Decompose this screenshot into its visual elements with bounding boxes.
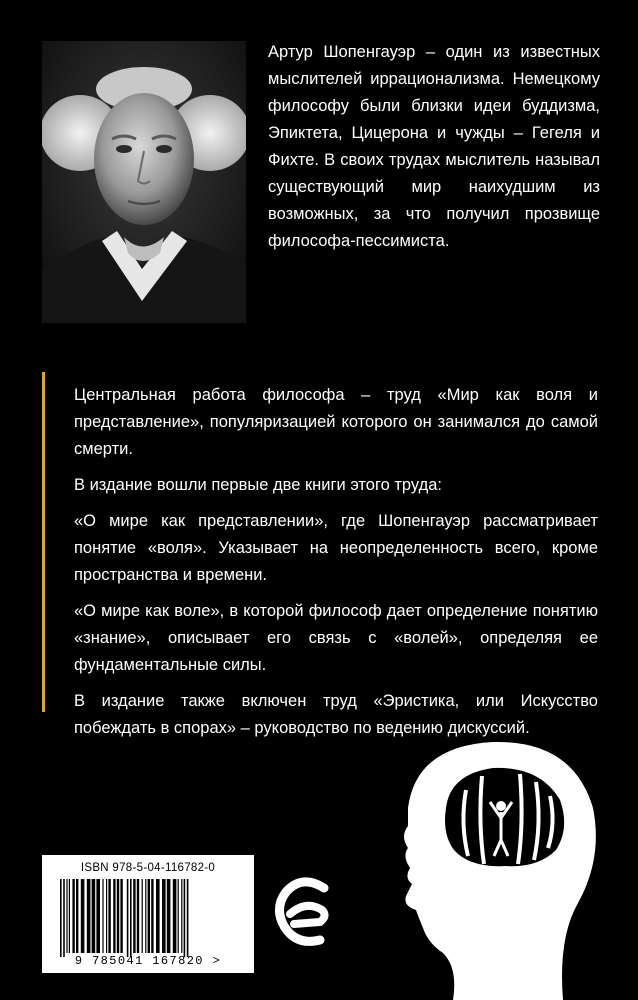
- description-paragraph: «О мире как представлении», где Шопенгауэр рассматривает понятие «воля». Указывает на неопределенность всего, кроме пространства и времени.: [74, 512, 598, 584]
- barcode-bar: [148, 879, 150, 953]
- author-bio: Артур Шопенгауэр – один из известных мыслителей иррационализма. Немецкому философу были близки идеи буддизма, Эпиктета, Цицерона и чужды – Гегеля и Фихте. В своих трудах мыслитель называл существующий мир наихудшим из возможных, за что получил прозвище философа-пессимиста.: [268, 43, 600, 250]
- barcode-bar: [151, 879, 153, 953]
- barcode-bar: [145, 879, 146, 953]
- barcode-bar: [178, 879, 179, 953]
- description-paragraph: «О мире как воле», в которой философ дает определение понятию «знание», описывает его связь с «волей», определяя ее фундаментальные силы.: [74, 602, 598, 674]
- barcode-bar: [60, 879, 62, 957]
- barcode-bar: [187, 879, 189, 957]
- barcode-bar: [142, 879, 143, 953]
- description-paragraph: Центральная работа философа – труд «Мир как воля и представление», популяризацией которого он занимался до самой смерти.: [74, 386, 598, 458]
- barcode-bar: [72, 879, 74, 953]
- description-paragraph: В издание также включен труд «Эристика, или Искусство побеждать в спорах» – руководство по ведению дискуссий.: [74, 692, 598, 737]
- barcode-bar: [92, 879, 96, 953]
- barcode-bar: [108, 879, 110, 953]
- head-silhouette-icon: [398, 738, 603, 1000]
- barcode-bar: [156, 879, 160, 953]
- barcode-bar: [127, 879, 129, 957]
- barcode-bar: [102, 879, 103, 953]
- description-paragraph: В издание вошли первые две книги этого труда:: [74, 476, 442, 494]
- eksmo-logo-icon: [272, 870, 342, 956]
- barcode-bar: [106, 879, 107, 953]
- author-portrait: [42, 41, 246, 323]
- barcode-bar: [117, 879, 119, 953]
- barcode-bar: [76, 879, 78, 953]
- barcode-box: [42, 855, 254, 973]
- barcode-bar: [181, 879, 182, 953]
- barcode-digits: 9 785041 167820 >: [74, 954, 222, 968]
- isbn-text: ISBN 978-5-04-116782-0: [80, 862, 216, 874]
- barcode-bar: [66, 879, 67, 953]
- barcode-bar: [137, 879, 139, 953]
- barcode-bar: [173, 879, 177, 953]
- barcode-bar: [96, 879, 100, 953]
- barcode-bar: [130, 879, 132, 957]
- portrait-photo: [42, 41, 246, 323]
- barcode-bar: [81, 879, 85, 953]
- book-description: [74, 382, 598, 751]
- barcode-bar: [63, 879, 65, 957]
- barcode-bar: [184, 879, 186, 957]
- accent-bar: [42, 372, 45, 712]
- barcode-bar: [167, 879, 171, 953]
- barcode-bar: [162, 879, 166, 953]
- barcode-bar: [87, 879, 91, 953]
- barcode-bar: [133, 879, 135, 953]
- barcode-bar: [120, 879, 122, 953]
- barcode-bar: [113, 879, 115, 953]
- barcode-bar: [69, 879, 70, 953]
